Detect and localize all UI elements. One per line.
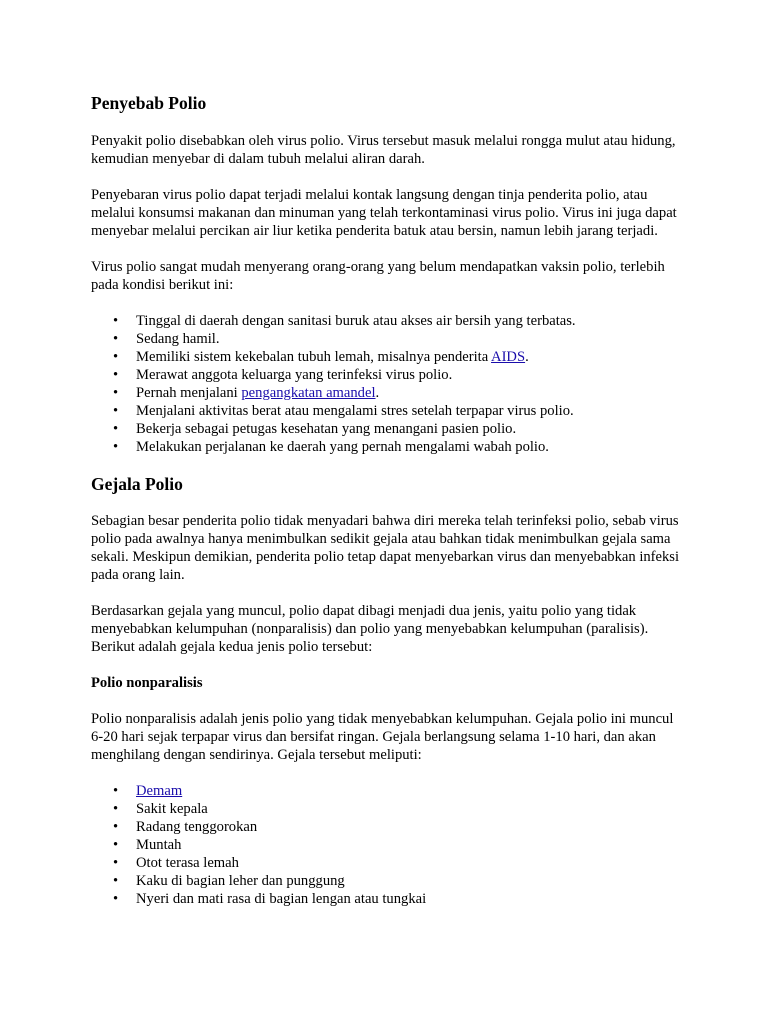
list-item-text: Pernah menjalani (136, 385, 242, 401)
paragraph: Penyakit polio disebabkan oleh virus polio. Virus tersebut masuk melalui rongga mulut atau hidung, kemudian menyebar di dalam tubuh melalui aliran darah. (91, 133, 676, 167)
list-item: • Tinggal di daerah dengan sanitasi buruk atau akses air bersih yang terbatas. (91, 312, 681, 330)
list-item: • Bekerja sebagai petugas kesehatan yang menangani pasien polio. (91, 420, 681, 438)
link-aids[interactable]: AIDS (491, 349, 526, 365)
paragraph: Penyebaran virus polio dapat terjadi melalui kontak langsung dengan tinja penderita polio, atau melalui konsumsi makanan dan minuman yang telah terkontaminasi virus polio. Virus ini juga dapat menyebar melalui percikan air liur ketika penderita batuk atau bersin, namun lebih jarang terjadi. (91, 187, 677, 239)
list-item-text: . (525, 349, 529, 365)
list-item (91, 782, 681, 800)
section-heading-gejala: Gejala Polio (91, 474, 183, 494)
list-item: • Sedang hamil. (91, 330, 681, 348)
paragraph: Polio nonparalisis adalah jenis polio yang tidak menyebabkan kelumpuhan. Gejala polio ini muncul 6-20 hari sejak terpapar virus dan bersifat ringan. Gejala berlangsung selama 1-10 hari, dan akan menghilang dengan sendirinya. Gejala tersebut meliputi: (91, 711, 674, 763)
symptom-list (91, 782, 681, 908)
list-item: • Otot terasa lemah (91, 854, 681, 872)
list-item-text: . (375, 385, 380, 401)
list-item: • Kaku di bagian leher dan punggung (91, 872, 681, 890)
list-item: • Merawat anggota keluarga yang terinfeksi virus polio. (91, 366, 681, 384)
risk-factor-list (91, 312, 681, 456)
subheading-polio-nonparalisis: Polio nonparalisis (91, 675, 203, 691)
list-item: • Menjalani aktivitas berat atau mengalami stres setelah terpapar virus polio. (91, 402, 681, 420)
list-item: • Sakit kepala (91, 800, 681, 818)
link-demam[interactable]: Demam (136, 783, 183, 799)
list-item: • Radang tenggorokan (91, 818, 681, 836)
list-item: • Nyeri dan mati rasa di bagian lengan atau tungkai (91, 890, 681, 908)
document-page (91, 93, 681, 908)
list-item-text: Memiliki sistem kekebalan tubuh lemah, misalnya penderita (136, 349, 492, 365)
link-pengangkatan-amandel[interactable]: pengangkatan amandel (241, 385, 376, 401)
list-item: • Muntah (91, 836, 681, 854)
paragraph: Sebagian besar penderita polio tidak menyadari bahwa diri mereka telah terinfeksi polio, sebab virus polio pada awalnya hanya menimbulkan sedikit gejala atau bahkan tidak menimbulkan gejala sama sekali. Meskipun demikian, penderita polio tetap dapat menyebarkan virus dan menyebabkan infeksi pada orang lain. (91, 513, 680, 583)
list-item: • Melakukan perjalanan ke daerah yang pernah mengalami wabah polio. (91, 438, 681, 456)
list-item (91, 348, 681, 366)
paragraph: Virus polio sangat mudah menyerang orang-orang yang belum mendapatkan vaksin polio, terlebih pada kondisi berikut ini: (91, 259, 665, 293)
paragraph: Berdasarkan gejala yang muncul, polio dapat dibagi menjadi dua jenis, yaitu polio yang tidak menyebabkan kelumpuhan (nonparalisis) dan polio yang menyebabkan kelumpuhan (paralisis). Berikut adalah gejala kedua jenis polio tersebut: (91, 603, 649, 655)
list-item (91, 384, 681, 402)
section-heading-penyebab: Penyebab Polio (91, 93, 207, 113)
